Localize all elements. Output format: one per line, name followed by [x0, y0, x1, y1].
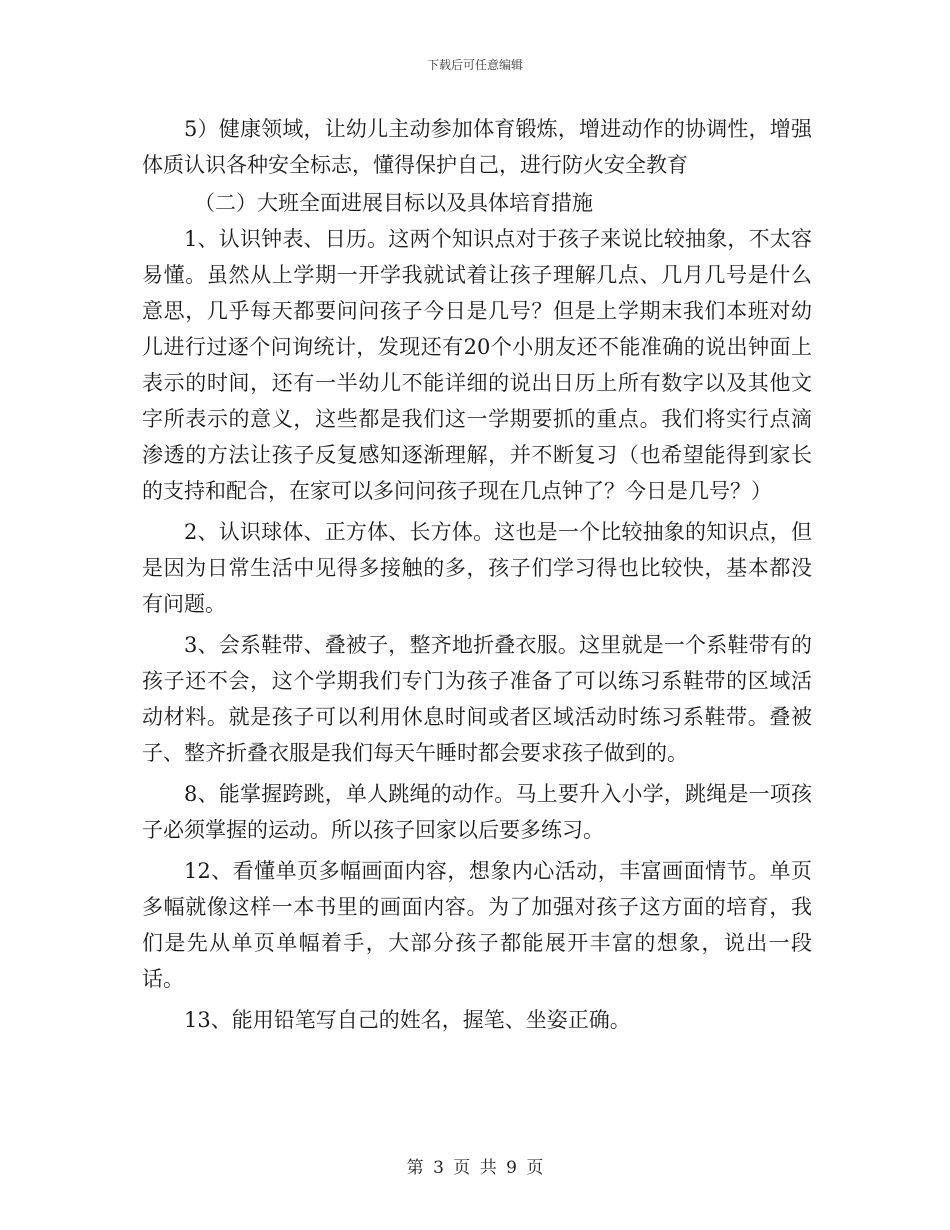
paragraph-item-1: 1、认识钟表、日历。这两个知识点对于孩子来说比较抽象，不太容易懂。虽然从上学期一开学我就试着让孩子理解几点、几月几号是什么意思，几乎每天都要问问孩子今日是几号？但是上学期末我们本班对幼儿进行过逐个问询统计，发现还有20个小朋友还不能准确的说出钟面上表示的时间，还有一半幼儿不能详细的说出日历上所有数字以及其他文字所表示的意义，这些都是我们这一学期要抓的重点。我们将实行点滴渗透的方法让孩子反复感知逐渐理解，并不断复习（也希望能得到家长的支持和配合，在家可以多问问孩子现在几点钟了？今日是几号？）	[142, 227, 812, 503]
page-footer: 第 3 页 共 9 页	[406, 1158, 544, 1178]
paragraph-item-12: 12、看懂单页多幅画面内容，想象内心活动，丰富画面情节。单页多幅就像这样一本书里的画面内容。为了加强对孩子这方面的培育，我们是先从单页单幅着手，大部分孩子都能展开丰富的想象，说出一段话。	[142, 859, 812, 991]
paragraph-item-2: 2、认识球体、正方体、长方体。这也是一个比较抽象的知识点，但是因为日常生活中见得多接触的多，孩子们学习得也比较快，基本都没有问题。	[142, 520, 812, 616]
document-body	[142, 111, 812, 1038]
paragraph-item-8: 8、能掌握跨跳，单人跳绳的动作。马上要升入小学，跳绳是一项孩子必须掌握的运动。所以孩子回家以后要多练习。	[142, 782, 812, 842]
paragraph-item-3: 3、会系鞋带、叠被子，整齐地折叠衣服。这里就是一个系鞋带有的孩子还不会，这个学期我们专门为孩子准备了可以练习系鞋带的区域活动材料。就是孩子可以利用休息时间或者区域活动时练习系鞋带。叠被子、整齐折叠衣服是我们每天午睡时都会要求孩子做到的。	[142, 633, 812, 765]
paragraph-health-domain: 5）健康领域，让幼儿主动参加体育锻炼，增进动作的协调性，增强体质认识各种安全标志，懂得保护自己，进行防火安全教育	[142, 117, 812, 177]
paragraph-item-13: 13、能用铅笔写自己的姓名，握笔、坐姿正确。	[184, 1008, 631, 1032]
header-note: 下载后可任意编辑	[426, 58, 523, 72]
section-subheading: （二）大班全面进展目标以及具体培育措施	[194, 191, 593, 215]
